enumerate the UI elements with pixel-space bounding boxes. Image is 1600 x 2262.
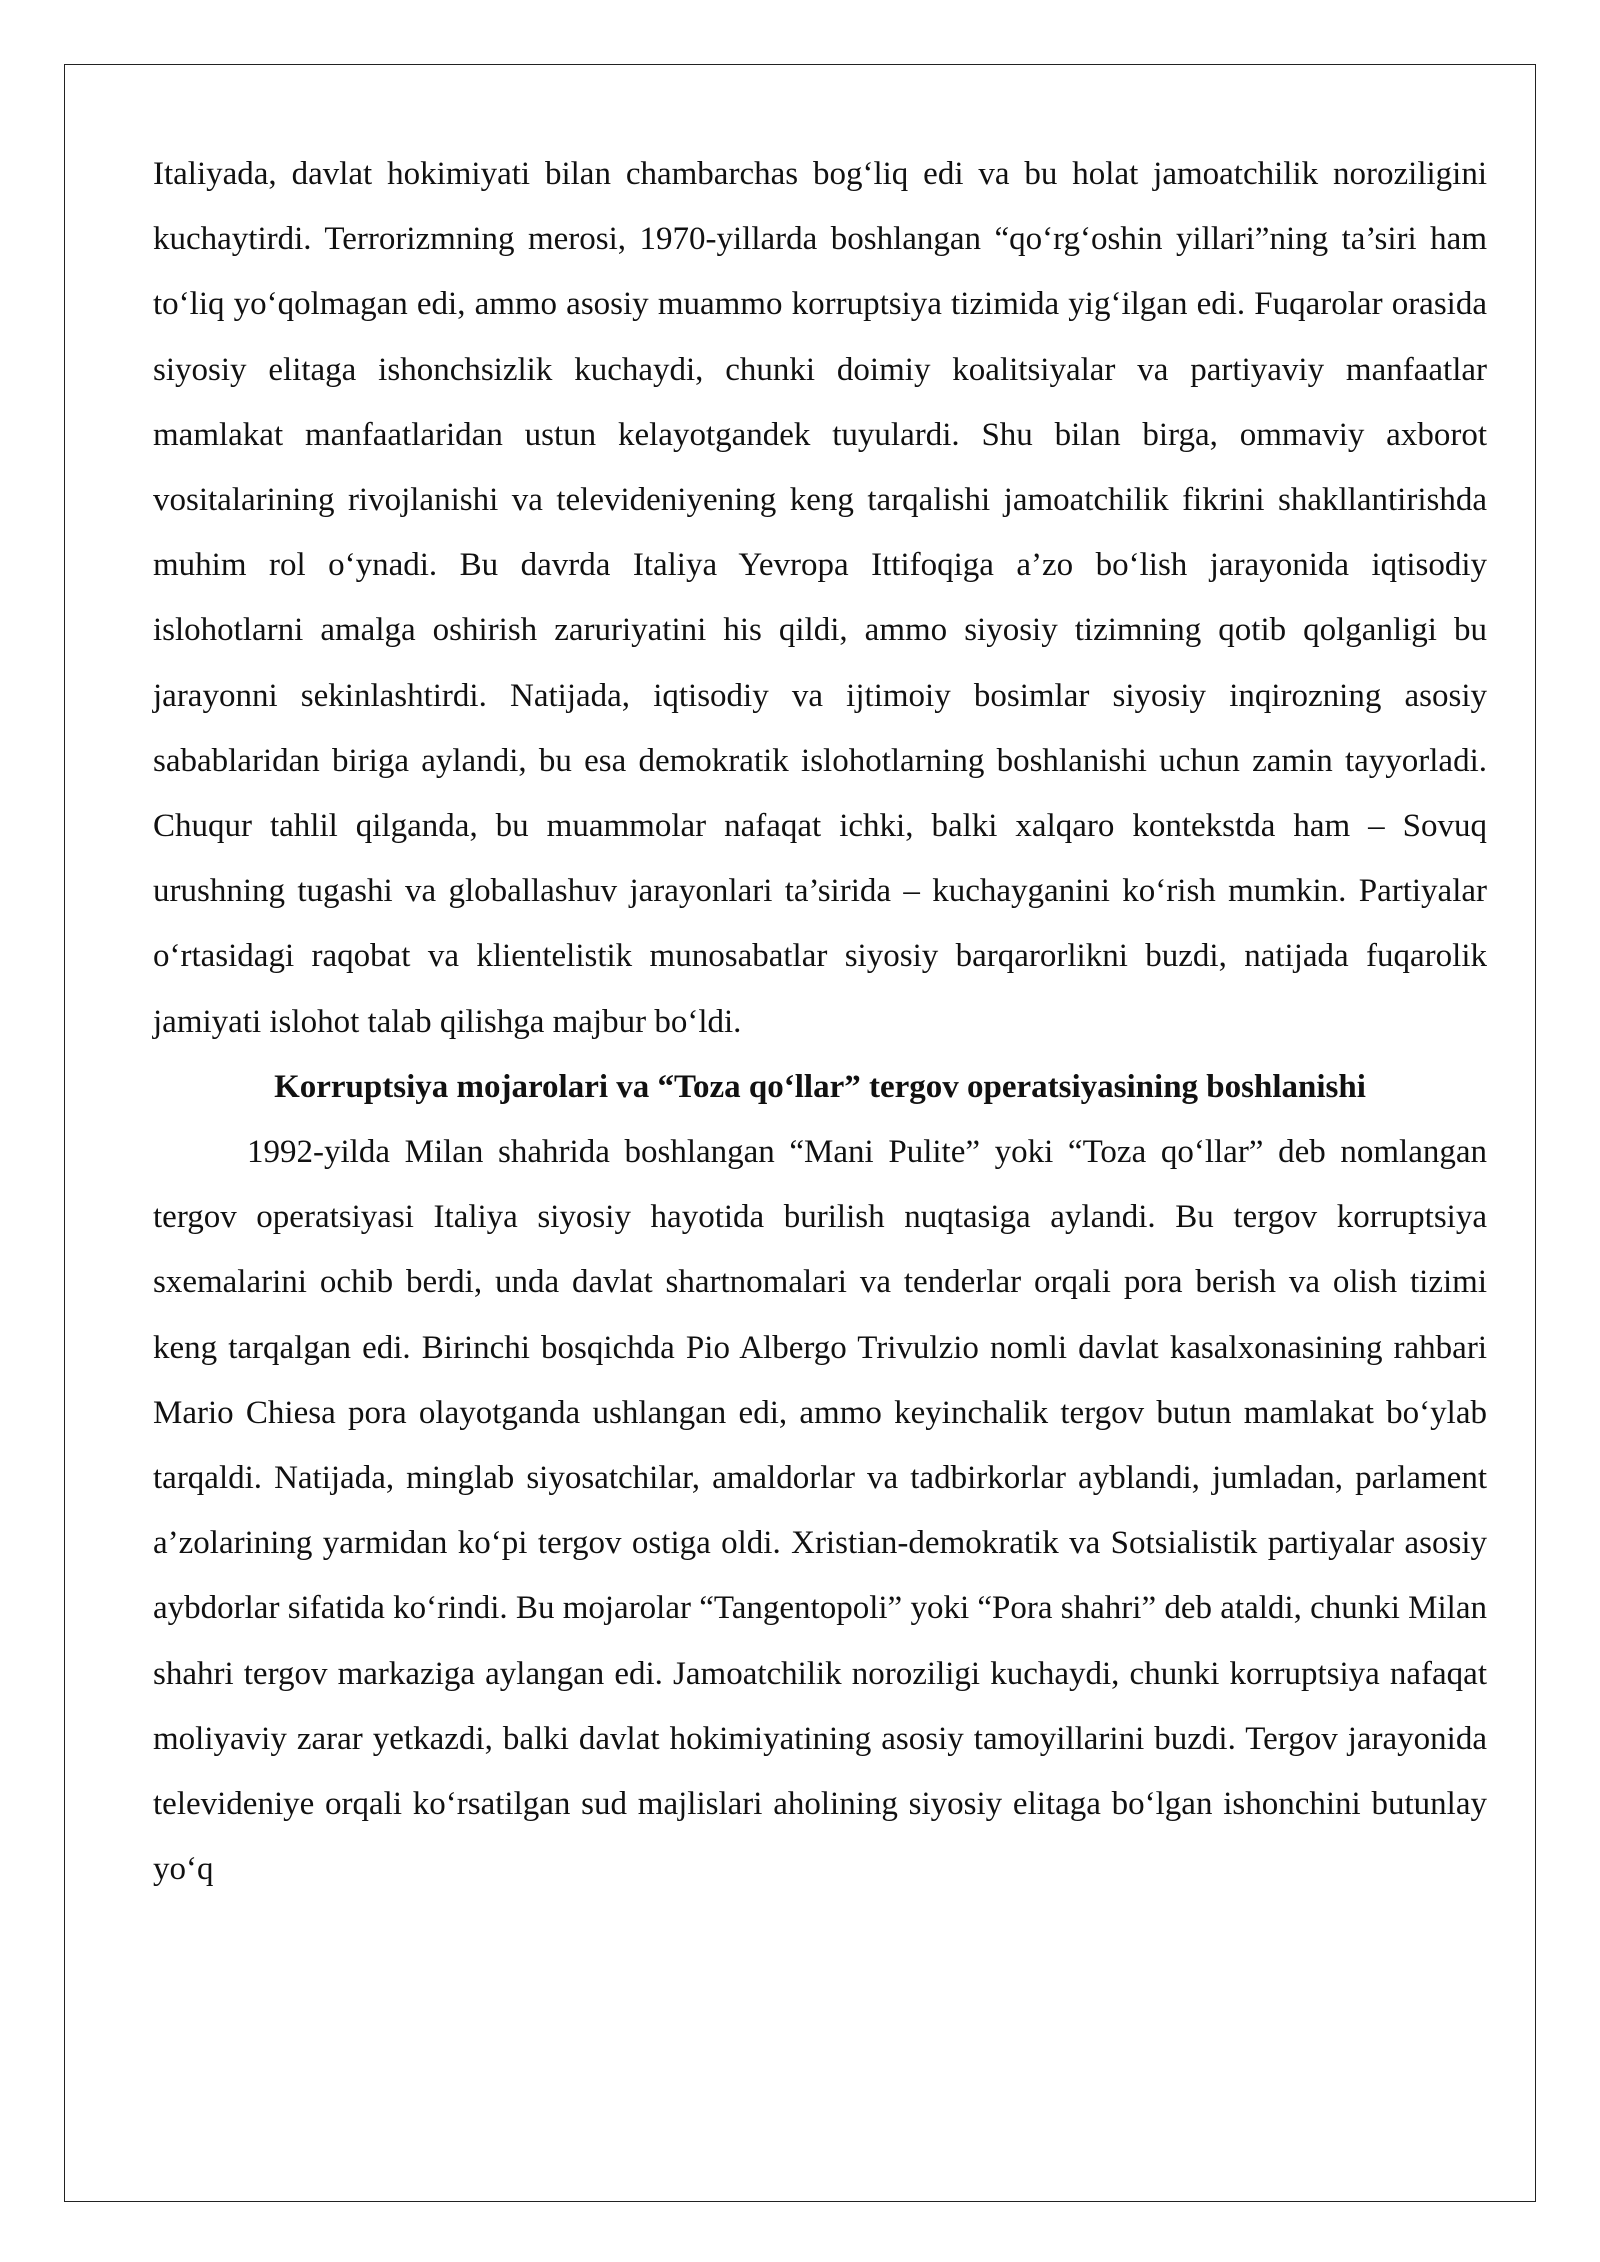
body-paragraph: 1992-yilda Milan shahrida boshlangan “Mani Pulite” yoki “Toza qo‘llar” deb nomlangan tergov operatsiyasi Italiya siyosiy hayotida burilish nuqtasiga aylandi. Bu tergov korruptsiya sxemalarini ochib berdi, unda davlat shartnomalari va tenderlar orqali pora berish va olish tizimi keng tarqalgan edi. Birinchi bosqichda Pio Albergo Trivulzio nomli davlat kasalxonasining rahbari Mario Chiesa pora olayotganda ushlangan edi, ammo keyinchalik tergov butun mamlakat bo‘ylab tarqaldi. Natijada, minglab siyosatchilar, amaldorlar va tadbirkorlar ayblandi, jumladan, parlament a’zolarining yarmidan ko‘pi tergov ostiga oldi. Xristian-demokratik va Sotsialistik partiyalar asosiy aybdorlar sifatida ko‘rindi. Bu mojarolar “Tangentopoli” yoki “Pora shahri” deb ataldi, chunki Milan shahri tergov markaziga aylangan edi. Jamoatchilik noroziligi kuchaydi, chunki korruptsiya nafaqat moliyaviy zarar yetkazdi, balki davlat hokimiyatining asosiy tamoyillarini buzdi. Tergov jarayonida televideniye orqali ko‘rsatilgan sud majlislari aholining siyosiy elitaga bo‘lgan ishonchini butunlay yo‘q [153, 1134, 1487, 1888]
section-heading: Korruptsiya mojarolari va “Toza qo‘llar” tergov operatsiyasining boshlanishi [274, 1068, 1366, 1105]
body-paragraph: Italiyada, davlat hokimiyati bilan chambarchas bog‘liq edi va bu holat jamoatchilik noroziligini kuchaytirdi. Terrorizmning merosi, 1970-yillarda boshlangan “qo‘rg‘oshin yillari”ning ta’siri ham to‘liq yo‘qolmagan edi, ammo asosiy muammo korruptsiya tizimida yig‘ilgan edi. Fuqarolar orasida siyosiy elitaga ishonchsizlik kuchaydi, chunki doimiy koalitsiyalar va partiyaviy manfaatlar mamlakat manfaatlaridan ustun kelayotgandek tuyulardi. Shu bilan birga, ommaviy axborot vositalarining rivojlanishi va televideniyening keng tarqalishi jamoatchilik fikrini shakllantirishda muhim rol o‘ynadi. Bu davrda Italiya Yevropa Ittifoqiga a’zo bo‘lish jarayonida iqtisodiy islohotlarni amalga oshirish zaruriyatini his qildi, ammo siyosiy tizimning qotib qolganligi bu jarayonni sekinlashtirdi. Natijada, iqtisodiy va ijtimoiy bosimlar siyosiy inqirozning asosiy sabablaridan biriga aylandi, bu esa demokratik islohotlarning boshlanishi uchun zamin tayyorladi. Chuqur tahlil qilganda, bu muammolar nafaqat ichki, balki xalqaro kontekstda ham – Sovuq urushning tugashi va globallashuv jarayonlari ta’sirida – kuchayganini ko‘rish mumkin. Partiyalar o‘rtasidagi raqobat va klientelistik munosabatlar siyosiy barqarorlikni buzdi, natijada fuqarolik jamiyati islohot talab qilishga majbur bo‘ldi. [153, 156, 1487, 1040]
document-body [153, 142, 1487, 1902]
